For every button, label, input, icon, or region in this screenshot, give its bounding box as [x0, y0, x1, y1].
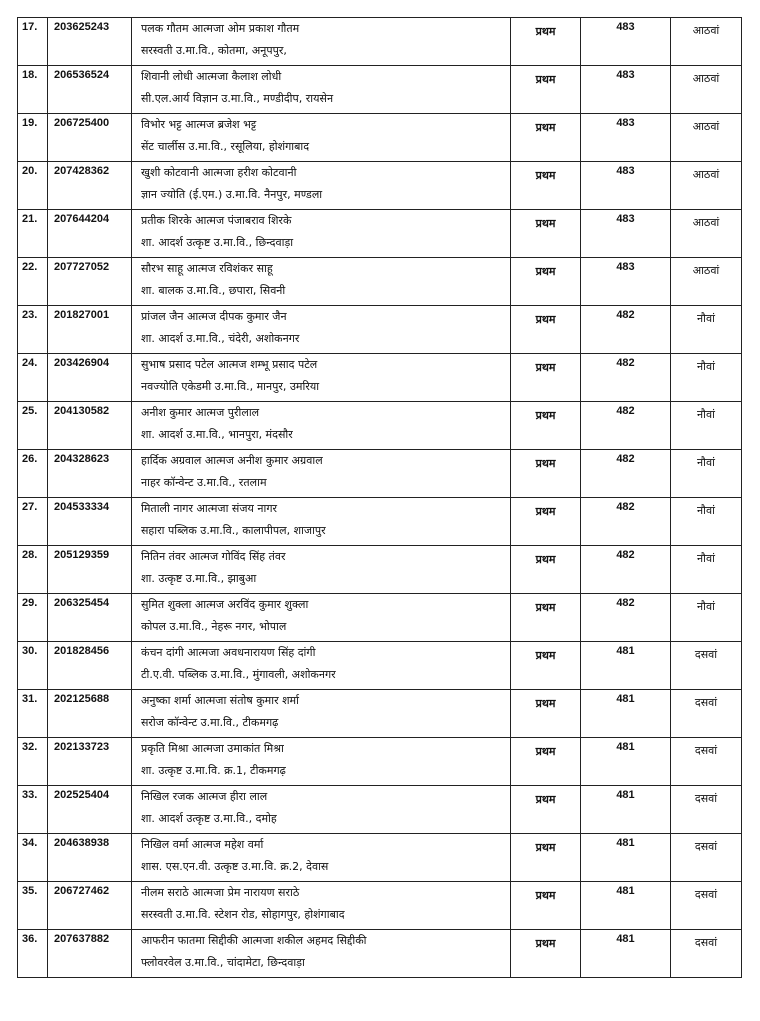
roll-number: 207428362: [48, 162, 132, 210]
school-name: सरस्वती उ.मा.वि., कोतमा, अनूपपुर,: [141, 44, 287, 57]
serial-number: 31.: [18, 690, 48, 738]
student-name: हार्दिक अग्रवाल आत्मज अनीश कुमार अग्रवाल: [141, 454, 323, 467]
merit-position: दसवां: [671, 786, 742, 834]
merit-position: दसवां: [671, 834, 742, 882]
roll-number: 201828456: [48, 642, 132, 690]
division: प्रथम: [511, 594, 581, 642]
school-name: नवज्योति एकेडमी उ.मा.वि., मानपुर, उमरिया: [141, 380, 320, 393]
school-name: शा. आदर्श उत्कृष्ट उ.मा.वि., छिन्दवाड़ा: [141, 236, 294, 249]
serial-number: 21.: [18, 210, 48, 258]
marks: 483: [581, 114, 671, 162]
student-cell: [132, 18, 511, 66]
serial-number: 17.: [18, 18, 48, 66]
division: प्रथम: [511, 66, 581, 114]
student-name: शिवानी लोधी आत्मजा कैलाश लोधी: [141, 70, 282, 83]
division: प्रथम: [511, 210, 581, 258]
student-name: पलक गौतम आत्मजा ओम प्रकाश गौतम: [141, 22, 300, 35]
student-cell: [132, 738, 511, 786]
roll-number: 204130582: [48, 402, 132, 450]
marks: 482: [581, 546, 671, 594]
division: प्रथम: [511, 546, 581, 594]
merit-position: नौवां: [671, 594, 742, 642]
serial-number: 19.: [18, 114, 48, 162]
student-cell: [132, 354, 511, 402]
merit-position: आठवां: [671, 210, 742, 258]
student-cell: [132, 498, 511, 546]
student-name: खुशी कोटवानी आत्मजा हरीश कोटवानी: [141, 166, 297, 179]
merit-position: आठवां: [671, 258, 742, 306]
serial-number: 35.: [18, 882, 48, 930]
table-row: [18, 786, 742, 834]
school-name: सी.एल.आर्य विज्ञान उ.मा.वि., मण्डीदीप, रायसेन: [141, 92, 334, 105]
merit-position: आठवां: [671, 114, 742, 162]
serial-number: 26.: [18, 450, 48, 498]
student-cell: [132, 114, 511, 162]
school-name: शा. बालक उ.मा.वि., छपारा, सिवनी: [141, 284, 286, 297]
table-row: [18, 498, 742, 546]
roll-number: 206725400: [48, 114, 132, 162]
division: प्रथम: [511, 930, 581, 978]
serial-number: 28.: [18, 546, 48, 594]
student-name: निखिल रजक आत्मज हीरा लाल: [141, 790, 268, 803]
division: प्रथम: [511, 402, 581, 450]
student-name: सुभाष प्रसाद पटेल आत्मज शम्भू प्रसाद पटेल: [141, 358, 318, 371]
marks: 481: [581, 930, 671, 978]
merit-position: नौवां: [671, 402, 742, 450]
serial-number: 27.: [18, 498, 48, 546]
serial-number: 36.: [18, 930, 48, 978]
school-name: सेंट चार्लीस उ.मा.वि., रसूलिया, होशंगाबाद: [141, 140, 310, 153]
student-cell: [132, 690, 511, 738]
student-cell: [132, 66, 511, 114]
marks: 482: [581, 354, 671, 402]
division: प्रथम: [511, 354, 581, 402]
serial-number: 24.: [18, 354, 48, 402]
school-name: नाहर कॉन्वेन्ट उ.मा.वि., रतलाम: [141, 476, 267, 489]
table-row: [18, 546, 742, 594]
merit-position: नौवां: [671, 306, 742, 354]
marks: 483: [581, 18, 671, 66]
marks: 481: [581, 738, 671, 786]
marks: 481: [581, 642, 671, 690]
division: प्रथम: [511, 834, 581, 882]
student-cell: [132, 882, 511, 930]
marks: 483: [581, 162, 671, 210]
merit-position: आठवां: [671, 66, 742, 114]
school-name: ज्ञान ज्योति (ई.एम.) उ.मा.वि. नैनपुर, मण्डला: [141, 188, 323, 201]
marks: 483: [581, 66, 671, 114]
student-name: विभोर भट्ट आत्मज ब्रजेश भट्ट: [141, 118, 257, 131]
roll-number: 206536524: [48, 66, 132, 114]
marks: 482: [581, 402, 671, 450]
table-row: [18, 354, 742, 402]
serial-number: 23.: [18, 306, 48, 354]
division: प्रथम: [511, 306, 581, 354]
serial-number: 25.: [18, 402, 48, 450]
student-name: नितिन तंवर आत्मज गोविंद सिंह तंवर: [141, 550, 286, 563]
student-name: मिताली नागर आत्मजा संजय नागर: [141, 502, 278, 515]
marks: 483: [581, 210, 671, 258]
roll-number: 204328623: [48, 450, 132, 498]
merit-list-body: [18, 18, 742, 978]
student-cell: [132, 546, 511, 594]
table-row: [18, 114, 742, 162]
student-cell: [132, 450, 511, 498]
marks: 482: [581, 594, 671, 642]
table-row: [18, 642, 742, 690]
roll-number: 206325454: [48, 594, 132, 642]
student-name: प्रांजल जैन आत्मज दीपक कुमार जैन: [141, 310, 287, 323]
student-name: अनीश कुमार आत्मज पुरीलाल: [141, 406, 260, 419]
marks: 482: [581, 498, 671, 546]
roll-number: 203625243: [48, 18, 132, 66]
school-name: शा. आदर्श उ.मा.वि., भानपुरा, मंदसौर: [141, 428, 293, 441]
division: प्रथम: [511, 738, 581, 786]
student-name: सौरभ साहू आत्मज रविशंकर साहू: [141, 262, 273, 275]
table-row: [18, 402, 742, 450]
school-name: कोपल उ.मा.वि., नेहरू नगर, भोपाल: [141, 620, 287, 633]
school-name: सरस्वती उ.मा.वि. स्टेशन रोड, सोहागपुर, होशंगाबाद: [141, 908, 345, 921]
student-cell: [132, 162, 511, 210]
roll-number: 206727462: [48, 882, 132, 930]
student-cell: [132, 306, 511, 354]
school-name: शा. आदर्श उ.मा.वि., चंदेरी, अशोकनगर: [141, 332, 300, 345]
roll-number: 205129359: [48, 546, 132, 594]
student-name: नीलम सराठे आत्मजा प्रेम नारायण सराठे: [141, 886, 300, 899]
student-name: प्रतीक शिरके आत्मज पंजाबराव शिरके: [141, 214, 292, 227]
marks: 481: [581, 690, 671, 738]
merit-position: नौवां: [671, 354, 742, 402]
division: प्रथम: [511, 18, 581, 66]
student-cell: [132, 258, 511, 306]
serial-number: 33.: [18, 786, 48, 834]
merit-position: दसवां: [671, 930, 742, 978]
student-cell: [132, 402, 511, 450]
marks: 481: [581, 882, 671, 930]
table-row: [18, 66, 742, 114]
table-row: [18, 210, 742, 258]
merit-position: नौवां: [671, 498, 742, 546]
roll-number: 201827001: [48, 306, 132, 354]
division: प्रथम: [511, 642, 581, 690]
division: प्रथम: [511, 258, 581, 306]
roll-number: 204638938: [48, 834, 132, 882]
student-cell: [132, 930, 511, 978]
student-name: आफरीन फातमा सिद्दीकी आत्मजा शकील अहमद सिद्दीकी: [141, 934, 367, 947]
merit-position: नौवां: [671, 450, 742, 498]
merit-position: दसवां: [671, 690, 742, 738]
table-row: [18, 162, 742, 210]
marks: 481: [581, 834, 671, 882]
marks: 483: [581, 258, 671, 306]
school-name: सरोज कॉन्वेन्ट उ.मा.वि., टीकमगढ़: [141, 716, 279, 729]
student-name: सुमित शुक्ला आत्मज अरविंद कुमार शुक्ला: [141, 598, 309, 611]
student-cell: [132, 642, 511, 690]
table-row: [18, 450, 742, 498]
serial-number: 30.: [18, 642, 48, 690]
table-row: [18, 594, 742, 642]
student-cell: [132, 786, 511, 834]
table-row: [18, 882, 742, 930]
serial-number: 18.: [18, 66, 48, 114]
table-row: [18, 18, 742, 66]
student-cell: [132, 834, 511, 882]
student-name: कंचन दांगी आत्मजा अवधनारायण सिंह दांगी: [141, 646, 316, 659]
student-name: अनुष्का शर्मा आत्मजा संतोष कुमार शर्मा: [141, 694, 299, 707]
serial-number: 22.: [18, 258, 48, 306]
merit-position: आठवां: [671, 162, 742, 210]
table-row: [18, 690, 742, 738]
division: प्रथम: [511, 882, 581, 930]
division: प्रथम: [511, 690, 581, 738]
roll-number: 202133723: [48, 738, 132, 786]
roll-number: 207644204: [48, 210, 132, 258]
serial-number: 29.: [18, 594, 48, 642]
roll-number: 207727052: [48, 258, 132, 306]
school-name: फ्लोवरवेल उ.मा.वि., चांदामेटा, छिन्दवाड़ा: [141, 956, 305, 969]
roll-number: 203426904: [48, 354, 132, 402]
roll-number: 202525404: [48, 786, 132, 834]
student-cell: [132, 594, 511, 642]
school-name: शा. उत्कृष्ट उ.मा.वि., झाबुआ: [141, 572, 257, 585]
marks: 482: [581, 450, 671, 498]
marks: 481: [581, 786, 671, 834]
merit-position: नौवां: [671, 546, 742, 594]
roll-number: 207637882: [48, 930, 132, 978]
merit-position: दसवां: [671, 738, 742, 786]
division: प्रथम: [511, 114, 581, 162]
division: प्रथम: [511, 786, 581, 834]
school-name: टी.ए.वी. पब्लिक उ.मा.वि., मुंगावली, अशोकनगर: [141, 668, 336, 681]
division: प्रथम: [511, 498, 581, 546]
table-row: [18, 738, 742, 786]
student-name: निखिल वर्मा आत्मज महेश वर्मा: [141, 838, 264, 851]
table-row: [18, 930, 742, 978]
school-name: सहारा पब्लिक उ.मा.वि., कालापीपल, शाजापुर: [141, 524, 326, 537]
marks: 482: [581, 306, 671, 354]
merit-list-table: [17, 17, 742, 978]
roll-number: 204533334: [48, 498, 132, 546]
school-name: शास. एस.एन.वी. उत्कृष्ट उ.मा.वि. क्र.2, देवास: [141, 860, 329, 873]
serial-number: 32.: [18, 738, 48, 786]
school-name: शा. आदर्श उत्कृष्ट उ.मा.वि., दमोह: [141, 812, 277, 825]
serial-number: 20.: [18, 162, 48, 210]
table-row: [18, 834, 742, 882]
student-cell: [132, 210, 511, 258]
division: प्रथम: [511, 450, 581, 498]
table-row: [18, 258, 742, 306]
merit-position: दसवां: [671, 882, 742, 930]
merit-position: आठवां: [671, 18, 742, 66]
table-row: [18, 306, 742, 354]
roll-number: 202125688: [48, 690, 132, 738]
school-name: शा. उत्कृष्ट उ.मा.वि. क्र.1, टीकमगढ़: [141, 764, 286, 777]
division: प्रथम: [511, 162, 581, 210]
student-name: प्रकृति मिश्रा आत्मजा उमाकांत मिश्रा: [141, 742, 284, 755]
merit-position: दसवां: [671, 642, 742, 690]
serial-number: 34.: [18, 834, 48, 882]
